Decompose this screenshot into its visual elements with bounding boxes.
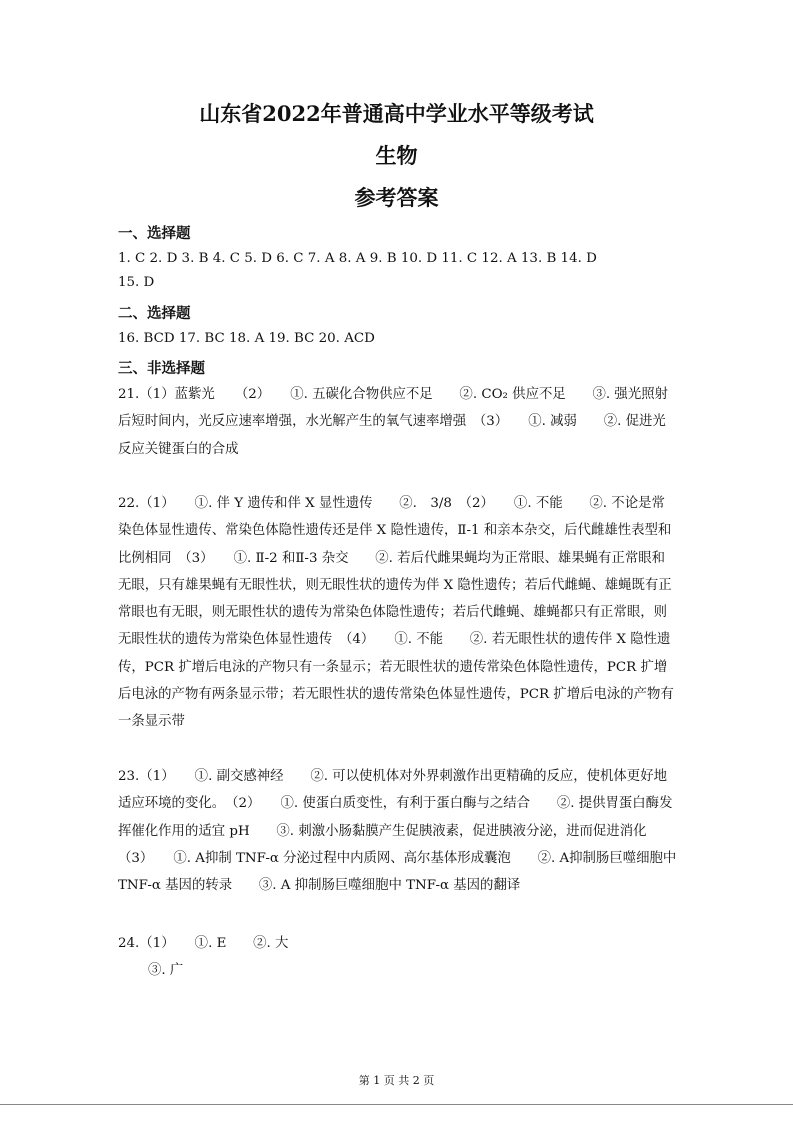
subject-title: 生物 bbox=[375, 143, 418, 168]
mc-answers-line-2: 15. D bbox=[118, 275, 155, 290]
section-heading-non-choice: 三、非选择题 bbox=[118, 360, 205, 377]
page-number: 第 1 页 共 2 页 bbox=[358, 1074, 435, 1087]
question-21-answer: 21.（1）蓝紫光 （2） ①. 五碳化合物供应不足 ②. CO₂ 供应不足 ③. 强光照射后短时间内，光反应速率增强，水光解产生的氧气速率增强 （3） ①. 减弱 ②. 促进光反应关键蛋白的合成 bbox=[118, 387, 668, 457]
question-23-answer: 23.（1） ①. 副交感神经 ②. 可以使机体对外界刺激作出更精确的反应，使机体更好地适应环境的变化。 （2） ①. 使蛋白质变性，有利于蛋白酶与之结合 ②. 提供胃蛋白酶发挥催化作用的适宜 pH ③. 刺激小肠黏膜产生促胰液素，促进胰液分泌，进而促进消化 （3） ①. A抑制 TNF-α 分泌过程中内质网、高尔基体形成囊泡 ②. A抑制肠巨噬细胞中 TNF-α 基因的转录 ③. A 抑制肠巨噬细胞中 TNF-α 基因的翻译 bbox=[118, 769, 677, 894]
exam-title: 山东省2022年普通高中学业水平等级考试 bbox=[199, 101, 594, 126]
answer-key-title: 参考答案 bbox=[354, 185, 439, 210]
footer-divider bbox=[0, 1104, 793, 1105]
question-22-answer: 22.（1） ①. 伴 Y 遗传和伴 X 显性遗传 ②. 3/8 （2） ①. 不能 ②. 不论是常染色体显性遗传、常染色体隐性遗传还是伴 X 隐性遗传，Ⅱ-1 和亲本杂交，后代雌雄性表型和比例相同 （3） ①. Ⅱ-2 和Ⅱ-3 杂交 ②. 若后代雌果蝇均为正常眼、雄果蝇有正常眼和无眼，只有雄果蝇有无眼性状，则无眼性状的遗传为伴 X 隐性遗传；若后代雌蝇、雄蝇既有正常眼也有无眼，则无眼性状的遗传为常染色体隐性遗传；若后代雌蝇、雄蝇都只有正常眼，则无眼性状的遗传为常染色体显性遗传 （4） ①. 不能 ②. 若无眼性状的遗传伴 X 隐性遗传，PCR 扩增后电泳的产物只有一条显示；若无眼性状的遗传常染色体隐性遗传，PCR 扩增后电泳的产物有两条显示带；若无眼性状的遗传常染色体显性遗传，PCR 扩增后电泳的产物有一条显示带 bbox=[118, 496, 674, 730]
section-heading-multiple-choice: 一、选择题 bbox=[118, 225, 191, 242]
section-heading-multiple-select: 二、选择题 bbox=[118, 305, 191, 322]
ms-answers-line: 16. BCD 17. BC 18. A 19. BC 20. ACD bbox=[118, 331, 375, 346]
question-24-answer-line-1: 24.（1） ①. E ②. 大 bbox=[118, 936, 289, 951]
mc-answers-line-1: 1. C 2. D 3. B 4. C 5. D 6. C 7. A 8. A 9. B 10. D 11. C 12. A 13. B 14. D bbox=[118, 251, 597, 266]
question-24-answer-line-2: ③. 广 bbox=[148, 963, 184, 978]
